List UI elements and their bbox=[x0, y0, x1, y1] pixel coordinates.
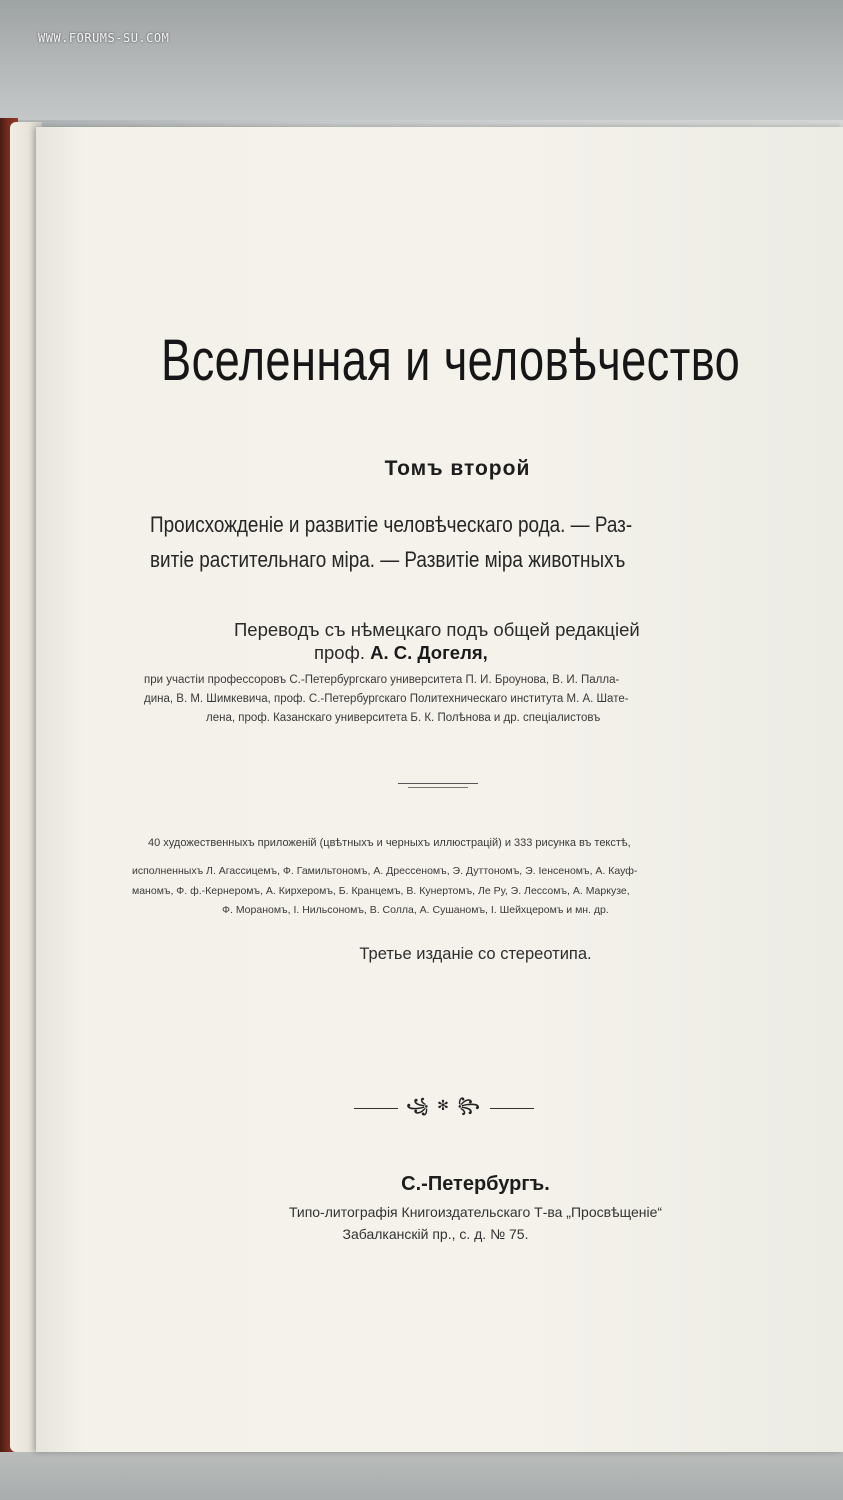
watermark: WWW.FORUMS-SU.COM bbox=[38, 31, 170, 45]
editor-prefix: проф. bbox=[314, 642, 365, 663]
subtitle-line-1: Происхожденіе и развитіе человѣческаго рода. — Раз- bbox=[150, 512, 633, 537]
background-wall bbox=[0, 0, 843, 120]
book-title: Вселенная и человѣчество bbox=[160, 328, 741, 393]
participants-line-1: при участіи профессоровъ С.-Петербургскаго университета П. И. Броунова, В. И. Палла- bbox=[144, 674, 620, 686]
title-page bbox=[36, 127, 843, 1452]
translation-prefix: Переводъ съ нѣмецкаго подъ общей редакціей bbox=[234, 619, 640, 640]
artists-line-1: исполненныхъ Л. Агассицемъ, Ф. Гамильтономъ, А. Дрессеномъ, Э. Дуттономъ, Э. Іенсеномъ, А. Кауф- bbox=[132, 865, 638, 877]
translation-line bbox=[234, 619, 640, 641]
participants-line-2: дина, В. М. Шимкевича, проф. С.-Петербургскаго Политехническаго института М. А. Шате- bbox=[144, 693, 629, 705]
printer-name: Типо-литографія Книгоиздательскаго Т-ва „Просвѣщеніе“ bbox=[288, 1204, 663, 1220]
editor-line bbox=[314, 642, 488, 664]
edition-note: Третье изданіе со стереотипа. bbox=[359, 945, 592, 963]
participants-line-3: лена, проф. Казанскаго университета Б. К. Полѣнова и др. спеціалистовъ bbox=[206, 712, 601, 724]
publication-city: С.-Петербургъ. bbox=[401, 1173, 550, 1195]
artists-line-2: маномъ, Ф. ф.-Кернеромъ, А. Кирхеромъ, Б. Кранцемъ, В. Кунертомъ, Ле Ру, Э. Лессомъ, А. Маркузе, bbox=[132, 885, 630, 897]
divider-rule bbox=[398, 783, 478, 784]
ornament-icon: ꧁ ✻ ꧂ bbox=[406, 1097, 482, 1114]
editor-name: А. С. Догеля, bbox=[370, 642, 488, 663]
subtitle-line-2: витіе растительнаго міра. — Развитіе міра животныхъ bbox=[150, 547, 626, 572]
ornament-line-right bbox=[490, 1108, 534, 1109]
artists-line-3: Ф. Мораномъ, І. Нильсономъ, В. Солла, А. Сушаномъ, І. Шейхцеромъ и мн. др. bbox=[222, 904, 609, 916]
ornament-divider bbox=[354, 1097, 534, 1115]
printer-address: Забалканскій пр., с. д. № 75. bbox=[342, 1226, 529, 1242]
illustrations-line: 40 художественныхъ приложеній (цвѣтныхъ и черныхъ иллюстрацій) и 333 рисунка въ текстѣ, bbox=[148, 837, 631, 849]
volume-label: Томъ второй bbox=[384, 457, 531, 480]
ornament-line-left bbox=[354, 1108, 398, 1109]
background-table bbox=[0, 1452, 843, 1500]
